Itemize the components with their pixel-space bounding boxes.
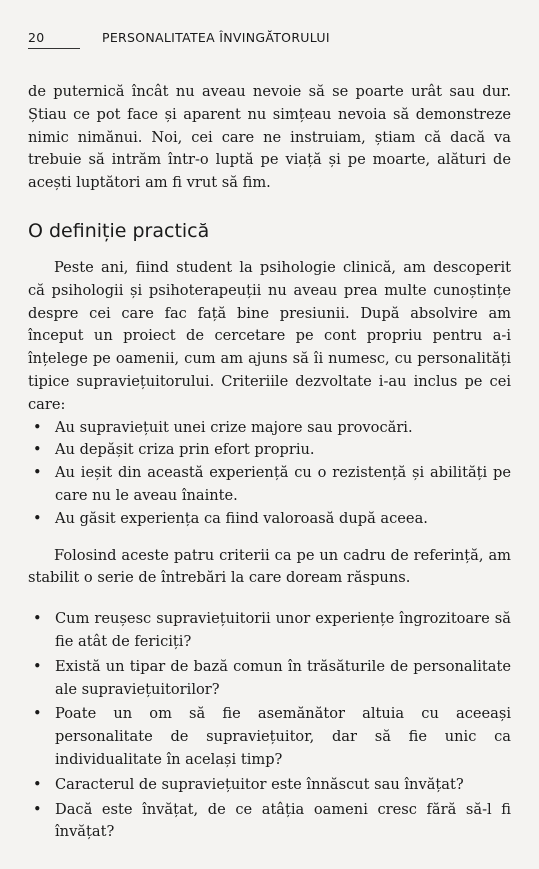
list-item: • Dacă este învățat, de ce atâția oameni cresc fără să-l fi învățat? (33, 800, 511, 841)
bullet-icon: • (33, 800, 42, 818)
running-title: PERSONALITATEA ÎNVINGĂTORULUI (102, 30, 330, 45)
page-number-rule (28, 48, 80, 49)
page-number: 20 (28, 30, 45, 45)
criteria-list (28, 417, 511, 531)
list-item: • Au supraviețuit unei crize majore sau provocări. (28, 417, 511, 440)
questions-list (28, 608, 511, 844)
list-item: • Au depășit criza prin efort propriu. (28, 439, 511, 462)
section-paragraph: Peste ani, fiind student la psihologie clinică, am descoperit că psihologii și psihoterapeuții nu aveau prea multe cunoștințe despre cei care fac față bine presiunii. După absolvire am început un proiect de cercetare pe cont propriu pentru a-i înțelege pe oamenii, cum am ajuns să îi numesc, cu personalități tipice supraviețuitorului. Criteriile dezvoltate i-au inclus pe cei care: (28, 258, 511, 413)
bullet-icon: • (33, 509, 42, 527)
bullet-icon: • (33, 418, 42, 436)
intro-paragraph: de puternică încât nu aveau nevoie să se poarte urât sau dur. Știau ce pot face și aparent nu simțeau nevoia să demonstreze nimic nimănui. Noi, cei care ne instruiam, știam că dacă va trebuie să intrăm într-o luptă pe viață și pe moarte, alături de acești luptători am fi vrut să fim. (28, 83, 511, 192)
bullet-icon: • (33, 775, 42, 793)
bullet-icon: • (33, 705, 42, 723)
list-item: • Poate un om să fie asemănător altuia cu aceeași personalitate de supraviețuitor, dar să fie unic ca individualitate în același timp? (33, 705, 511, 768)
list-item: • Au ieșit din această experiență cu o rezistență și abilități pe care nu le aveau înainte. (33, 464, 511, 504)
list-item: • Există un tipar de bază comun în trăsăturile de personalitate ale supraviețuitorilor? (33, 657, 511, 698)
bullet-icon: • (33, 464, 42, 482)
list-item: • Cum reușesc supraviețuitorii unor experiențe îngrozitoare să fie atât de fericiți? (33, 610, 511, 650)
section-title: O definiție practică (28, 219, 210, 242)
list-item: • Au găsit experiența ca fiind valoroasă după aceea. (28, 508, 511, 531)
spacer (28, 531, 511, 545)
bullet-icon: • (33, 610, 42, 628)
spacer (28, 590, 511, 608)
page-body (28, 81, 511, 846)
bullet-icon: • (33, 441, 42, 459)
bullet-icon: • (33, 657, 42, 675)
section-paragraph-2: Folosind aceste patru criterii ca pe un cadru de referință, am stabilit o serie de întrebări la care doream răspuns. (28, 546, 511, 587)
list-item: • Caracterul de supraviețuitor este înnăscut sau învățat? (28, 774, 511, 797)
